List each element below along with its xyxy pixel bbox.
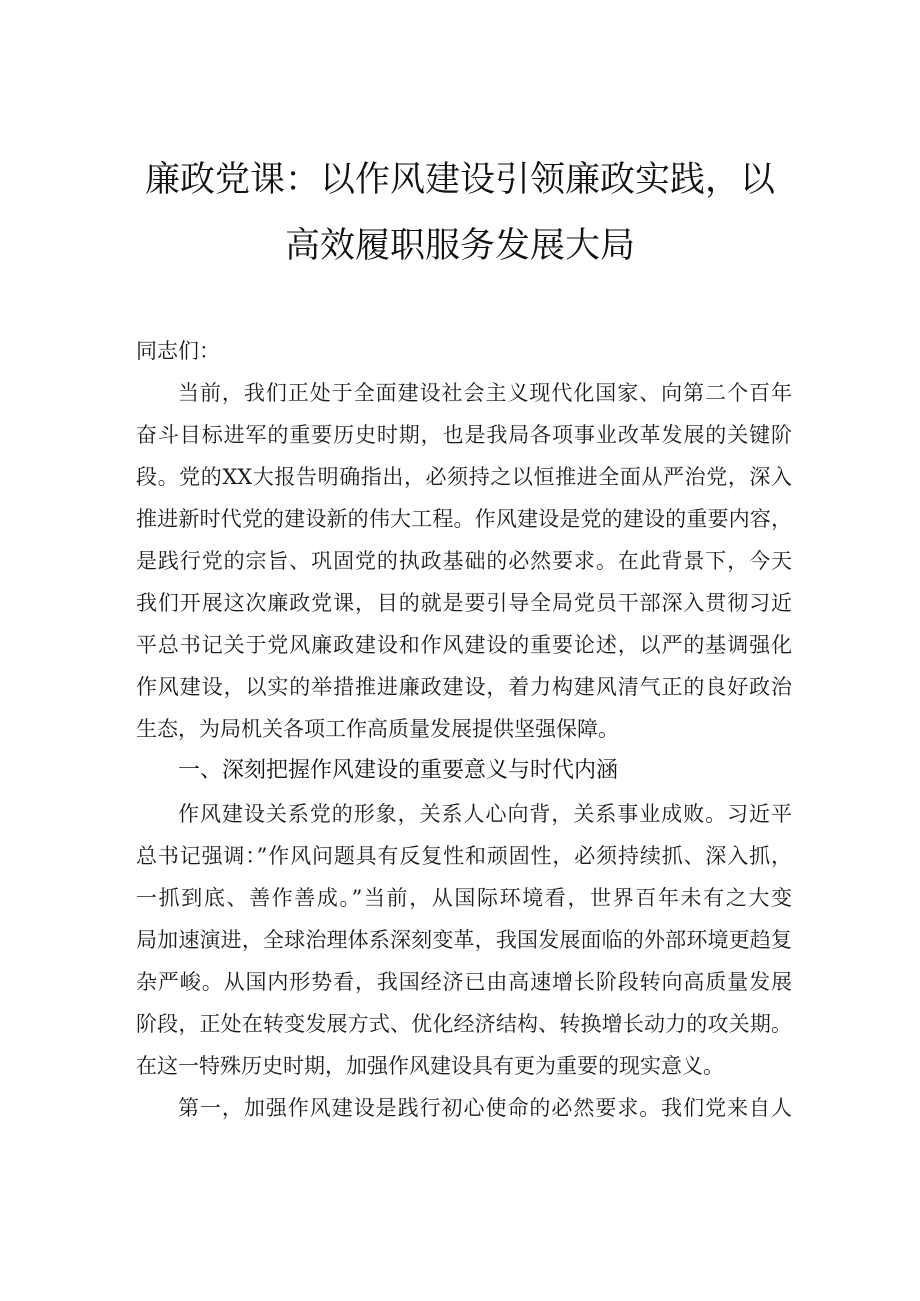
paragraph-3-line: 第一，加强作风建设是践行初心使命的必然要求。我们党来自人: [178, 1096, 792, 1120]
paragraph-1-line: 平总书记关于党风廉政建设和作风建设的重要论述，以严的基调强化: [136, 633, 792, 657]
salutation: 同志们：: [136, 339, 220, 363]
paragraph-1-line: 我们开展这次廉政党课，目的就是要引导全局党员干部深入贯彻习近: [136, 591, 792, 615]
paragraph-1-line: 奋斗目标进军的重要历史时期，也是我局各项事业改革发展的关键阶: [136, 423, 792, 447]
paragraph-2-line: 阶段，正处在转变发展方式、优化经济结构、转换增长动力的攻关期。: [136, 1012, 792, 1036]
paragraph-2-line: 作风建设关系党的形象，关系人心向背，关系事业成败。习近平: [178, 802, 792, 826]
paragraph-1-line: 段。党的XX大报告明确指出，必须持之以恒推进全面从严治党，深入: [136, 465, 792, 489]
paragraph-2-line: 一抓到底、善作善成。”当前，从国际环境看，世界百年未有之大变: [136, 886, 792, 910]
paragraph-2-line: 杂严峻。从国内形势看，我国经济已由高速增长阶段转向高质量发展: [136, 970, 792, 994]
paragraph-1-line: 生态，为局机关各项工作高质量发展提供坚强保障。: [136, 717, 619, 741]
document-title-line-1: 廉政党课：以作风建设引领廉政实践，以: [144, 160, 775, 200]
paragraph-1-line: 推进新时代党的建设新的伟大工程。作风建设是党的建设的重要内容，: [136, 507, 792, 531]
paragraph-1-line: 是践行党的宗旨、巩固党的执政基础的必然要求。在此背景下，今天: [136, 549, 792, 573]
paragraph-2-line: 总书记强调：”作风问题具有反复性和顽固性，必须持续抓、深入抓，: [136, 844, 792, 868]
paragraph-1-line: 当前，我们正处于全面建设社会主义现代化国家、向第二个百年: [178, 381, 792, 405]
paragraph-2-line: 在这一特殊历史时期，加强作风建设具有更为重要的现实意义。: [136, 1054, 724, 1078]
paragraph-1-line: 作风建设，以实的举措推进廉政建设，着力构建风清气正的良好政治: [136, 675, 792, 699]
section-heading: 一、深刻把握作风建设的重要意义与时代内涵: [178, 758, 619, 783]
document-title-line-2: 高效履职服务发展大局: [284, 226, 635, 266]
paragraph-2-line: 局加速演进，全球治理体系深刻变革，我国发展面临的外部环境更趋复: [136, 928, 792, 952]
